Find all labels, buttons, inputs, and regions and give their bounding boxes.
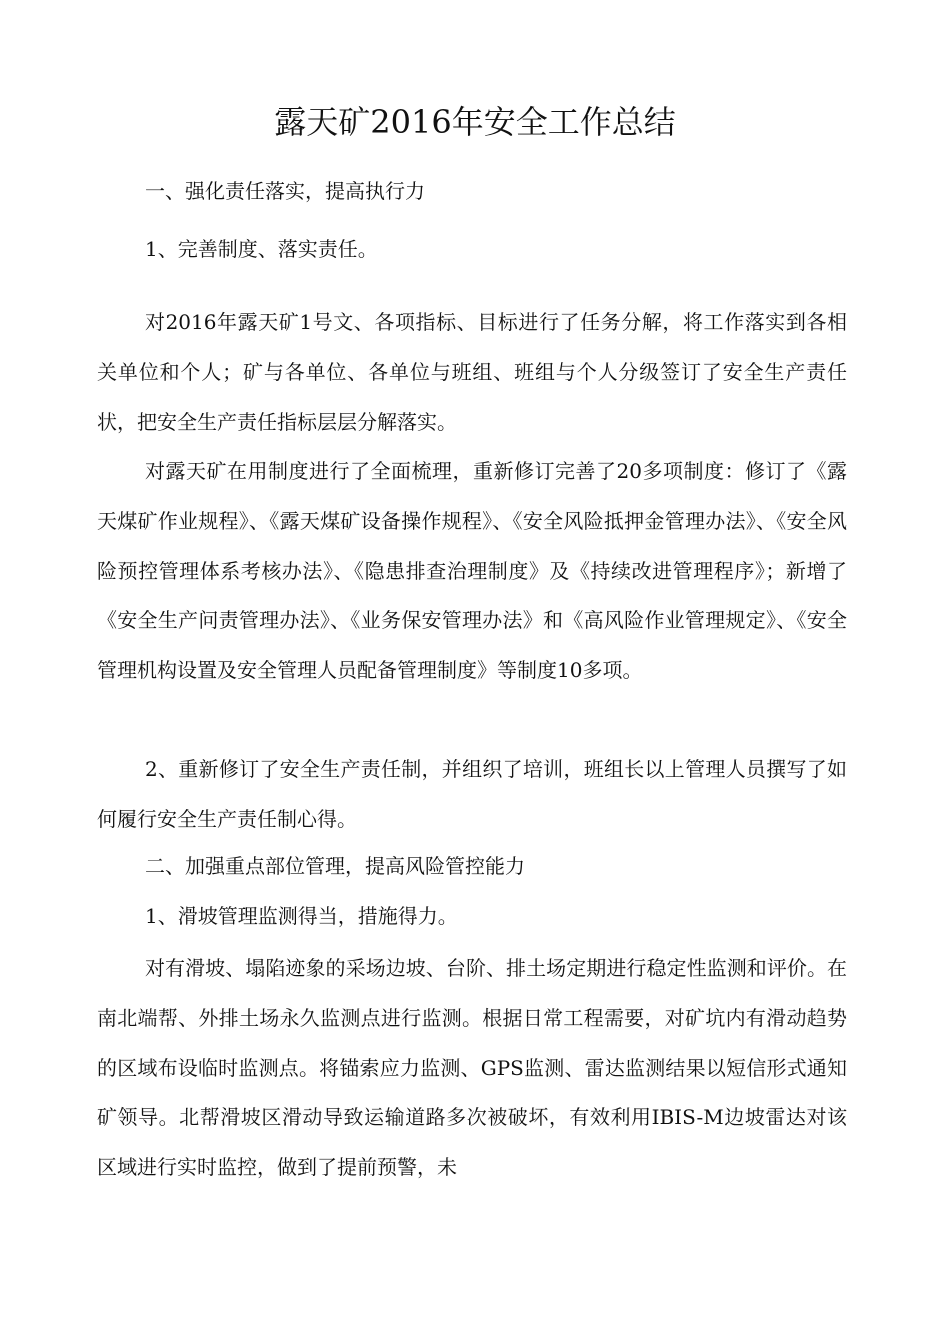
subsection-heading-2-1: 1、滑坡管理监测得当，措施得力。	[145, 904, 458, 928]
paragraph-2: 对露天矿在用制度进行了全面梳理，重新修订完善了20多项制度：修订了《露天煤矿作业规程》、《露天煤矿设备操作规程》、《安全风险抵押金管理办法》、《安全风险预控管理体系考核办法》、《隐患排查治理制度》及《持续改进管理程序》；新增了《安全生产问责管理办法》、《业务保安管理办法》和《高风险作业管理规定》、《安全管理机构设置及安全管理人员配备管理制度》等制度10多项。	[97, 459, 847, 683]
paragraph-4: 对有滑坡、塌陷迹象的采场边坡、台阶、排土场定期进行稳定性监测和评价。在南北端帮、外排土场永久监测点进行监测。根据日常工程需要，对矿坑内有滑动趋势的区域布设临时监测点。将锚索应力监测、GPS监测、雷达监测结果以短信形式通知矿领导。北帮滑坡区滑动导致运输道路多次被破坏，有效利用IBIS-M边坡雷达对该区域进行实时监控，做到了提前预警，未	[97, 956, 847, 1180]
subsection-heading-1-1: 1、完善制度、落实责任。	[145, 237, 378, 261]
paragraph-3: 2、重新修订了安全生产责任制，并组织了培训，班组长以上管理人员撰写了如何履行安全生产责任制心得。	[97, 757, 847, 831]
document-title: 露天矿2016年安全工作总结	[274, 103, 676, 141]
section-heading-1: 一、强化责任落实，提高执行力	[145, 179, 425, 203]
section-heading-2: 二、加强重点部位管理，提高风险管控能力	[145, 854, 525, 878]
paragraph-1: 对2016年露天矿1号文、各项指标、目标进行了任务分解，将工作落实到各相关单位和个人；矿与各单位、各单位与班组、班组与个人分级签订了安全生产责任状，把安全生产责任指标层层分解落实。	[97, 310, 847, 434]
